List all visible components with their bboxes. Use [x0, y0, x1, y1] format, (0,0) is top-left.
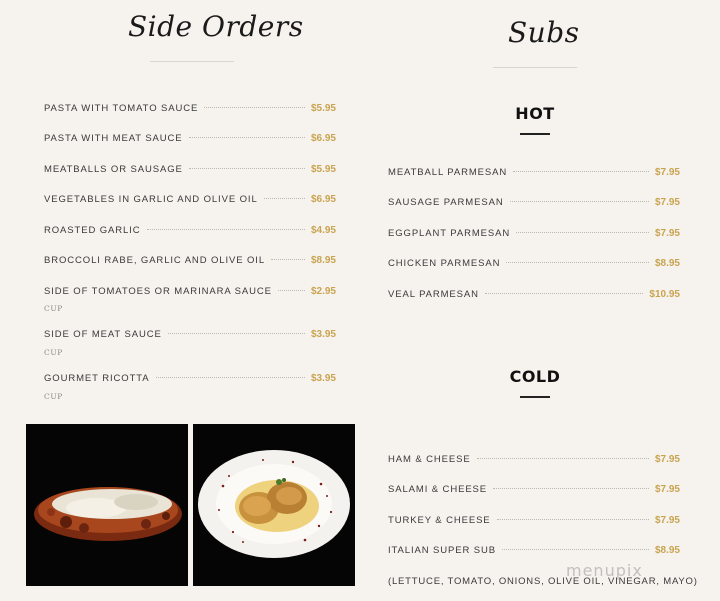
side-orders-title: Side Orders [128, 10, 304, 43]
leader-dots [156, 377, 305, 378]
item-price: $5.95 [310, 164, 336, 175]
leader-dots [502, 549, 649, 550]
item-name: PASTA WITH TOMATO SAUCE [44, 103, 199, 114]
chicken-plate-illustration [193, 424, 355, 586]
menu-item [44, 225, 336, 236]
side-orders-title-rule [150, 61, 234, 62]
item-price: $7.95 [654, 454, 680, 465]
cold-heading-rule [520, 396, 550, 398]
menupix-watermark: menupix [566, 561, 643, 580]
menu-item [388, 197, 680, 208]
item-price: $7.95 [654, 228, 680, 239]
leader-dots [204, 107, 305, 108]
menu-item [388, 289, 680, 300]
item-name: SAUSAGE PARMESAN [388, 197, 504, 208]
subs-title: Subs [508, 16, 580, 49]
menu-item [388, 454, 680, 465]
item-price: $8.95 [654, 545, 680, 556]
item-name: GOURMET RICOTTA [44, 373, 150, 384]
leader-dots [147, 229, 305, 230]
hot-heading-rule [520, 133, 550, 135]
leader-dots [189, 168, 305, 169]
leader-dots [485, 293, 644, 294]
sub-sandwich-illustration [26, 424, 188, 586]
item-price: $8.95 [310, 255, 336, 266]
chicken-parmesan-photo [193, 424, 355, 586]
menu-item [388, 484, 680, 495]
item-name: CHICKEN PARMESAN [388, 258, 501, 269]
menu-item [388, 515, 680, 526]
menu-item [44, 164, 336, 175]
item-price: $6.95 [310, 194, 336, 205]
leader-dots [264, 198, 305, 199]
item-price: $7.95 [654, 167, 680, 178]
sub-sandwich-photo [26, 424, 188, 586]
item-name: PASTA WITH MEAT SAUCE [44, 133, 183, 144]
menu-item [388, 258, 680, 269]
menu-item [44, 373, 336, 384]
item-name: SALAMI & CHEESE [388, 484, 488, 495]
cold-heading: COLD [509, 367, 561, 386]
item-price: $10.95 [649, 289, 680, 300]
menu-item [44, 329, 336, 340]
leader-dots [493, 488, 649, 489]
item-name: MEATBALLS OR SAUSAGE [44, 164, 183, 175]
italian-sub-ingredients: (LETTUCE, TOMATO, ONIONS, OLIVE OIL, VINEGAR, MAYO) [388, 576, 698, 587]
item-note: CUP [44, 348, 63, 357]
item-name: BROCCOLI RABE, GARLIC AND OLIVE OIL [44, 255, 266, 266]
item-name: MEATBALL PARMESAN [388, 167, 508, 178]
menu-item [388, 228, 680, 239]
item-note: CUP [44, 304, 63, 313]
menu-item [44, 286, 336, 297]
leader-dots [516, 232, 649, 233]
item-price: $3.95 [310, 373, 336, 384]
leader-dots [510, 201, 649, 202]
item-price: $2.95 [310, 286, 336, 297]
leader-dots [278, 290, 305, 291]
item-name: TURKEY & CHEESE [388, 515, 491, 526]
item-price: $6.95 [310, 133, 336, 144]
item-price: $3.95 [310, 329, 336, 340]
leader-dots [477, 458, 649, 459]
menu-item [44, 103, 336, 114]
leader-dots [506, 262, 649, 263]
leader-dots [271, 259, 305, 260]
item-name: VEAL PARMESAN [388, 289, 479, 300]
leader-dots [168, 333, 305, 334]
item-note: CUP [44, 392, 63, 401]
item-name: ROASTED GARLIC [44, 225, 141, 236]
item-name: VEGETABLES IN GARLIC AND OLIVE OIL [44, 194, 258, 205]
item-price: $7.95 [654, 197, 680, 208]
menu-item [44, 133, 336, 144]
menu-item [388, 167, 680, 178]
item-name: HAM & CHEESE [388, 454, 471, 465]
menu-item [388, 545, 680, 556]
item-price: $7.95 [654, 515, 680, 526]
item-name: EGGPLANT PARMESAN [388, 228, 511, 239]
leader-dots [513, 171, 649, 172]
item-price: $7.95 [654, 484, 680, 495]
item-name: SIDE OF TOMATOES OR MARINARA SAUCE [44, 286, 272, 297]
subs-title-rule [493, 67, 577, 68]
leader-dots [189, 137, 305, 138]
hot-heading: HOT [515, 104, 555, 123]
leader-dots [497, 519, 649, 520]
menu-item [44, 194, 336, 205]
item-price: $8.95 [654, 258, 680, 269]
item-price: $5.95 [310, 103, 336, 114]
menu-item [44, 255, 336, 266]
item-name: SIDE OF MEAT SAUCE [44, 329, 162, 340]
item-name: ITALIAN SUPER SUB [388, 545, 497, 556]
item-price: $4.95 [310, 225, 336, 236]
